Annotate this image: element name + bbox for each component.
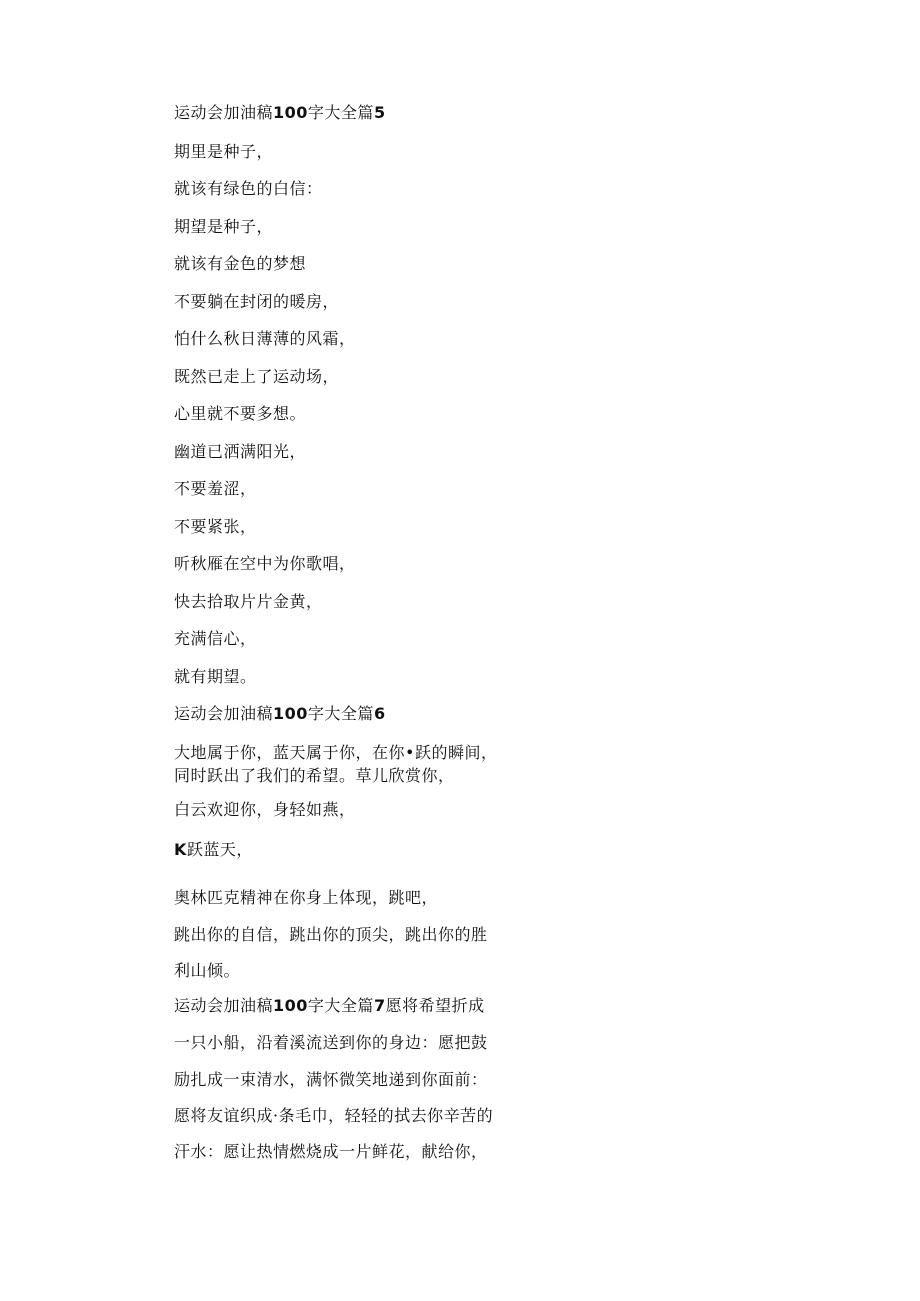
poem-line: 期望是种子， xyxy=(174,217,274,236)
section-6-heading xyxy=(174,704,386,724)
poem-line: 就有期望。 xyxy=(174,667,257,686)
poem-line: 奥林匹克精神在你身上体现，跳吧， xyxy=(174,888,439,907)
heading-index: 5 xyxy=(373,103,386,122)
poem-line: 期里是种子， xyxy=(174,142,274,161)
poem-line xyxy=(174,840,253,860)
poem-line: 就该有绿色的白信： xyxy=(174,179,323,198)
heading-tail: 愿将希望折成 xyxy=(385,996,485,1015)
poem-line: 听秋雁在空中为你歌唱， xyxy=(174,554,356,573)
heading-text: 运动会加油稿 xyxy=(174,103,274,122)
poem-line: 愿将友谊织成·条毛巾，轻轻的拭去你辛苦的 xyxy=(174,1106,494,1125)
heading-number: 100 xyxy=(273,103,308,122)
section-5-heading xyxy=(174,103,386,123)
heading-text: 运动会加油稿 xyxy=(174,704,274,723)
poem-line: 白云欢迎你，身轻如燕， xyxy=(174,800,356,819)
poem-line: 同时跃出了我们的希望。草儿欣赏你， xyxy=(174,766,455,785)
line-text: 跃蓝天， xyxy=(186,840,253,859)
section-7-heading xyxy=(174,996,485,1016)
heading-text: 字大全篇 xyxy=(307,996,374,1015)
poem-line: 利山倾。 xyxy=(174,961,241,980)
poem-line: 怕什么秋日薄薄的风霜， xyxy=(174,329,356,348)
bold-glyph: K xyxy=(174,840,187,859)
heading-number: 100 xyxy=(273,704,308,723)
heading-index: 6 xyxy=(373,704,386,723)
poem-line: 既然已走上了运动场， xyxy=(174,367,340,386)
poem-line: 快去拾取片片金黄， xyxy=(174,592,323,611)
poem-line: 充满信心， xyxy=(174,629,257,648)
heading-text: 字大全篇 xyxy=(307,704,374,723)
poem-line: 励扎成一束清水，满怀微笑地递到你面前： xyxy=(174,1070,488,1089)
heading-text: 运动会加油稿 xyxy=(174,996,274,1015)
poem-line: 不要羞涩， xyxy=(174,479,257,498)
poem-line: 不要躺在封闭的暖房， xyxy=(174,292,340,311)
poem-line: 大地属于你，蓝天属于你，在你•跃的瞬间， xyxy=(174,743,498,762)
heading-text: 字大全篇 xyxy=(307,103,374,122)
poem-line: 幽道已洒满阳光， xyxy=(174,442,307,461)
poem-line: 跳出你的自信，跳出你的顶尖，跳出你的胜 xyxy=(174,925,488,944)
poem-line: 就该有金色的梦想 xyxy=(174,254,307,273)
heading-number: 100 xyxy=(273,996,308,1015)
poem-line: 一只小船，沿着溪流送到你的身边：愿把鼓 xyxy=(174,1033,488,1052)
poem-line: 不要紧张， xyxy=(174,517,257,536)
poem-line: 心里就不要多想。 xyxy=(174,404,307,423)
poem-line: 汗水：愿让热情燃烧成一片鲜花，献给你， xyxy=(174,1142,488,1161)
heading-index: 7 xyxy=(373,996,386,1015)
